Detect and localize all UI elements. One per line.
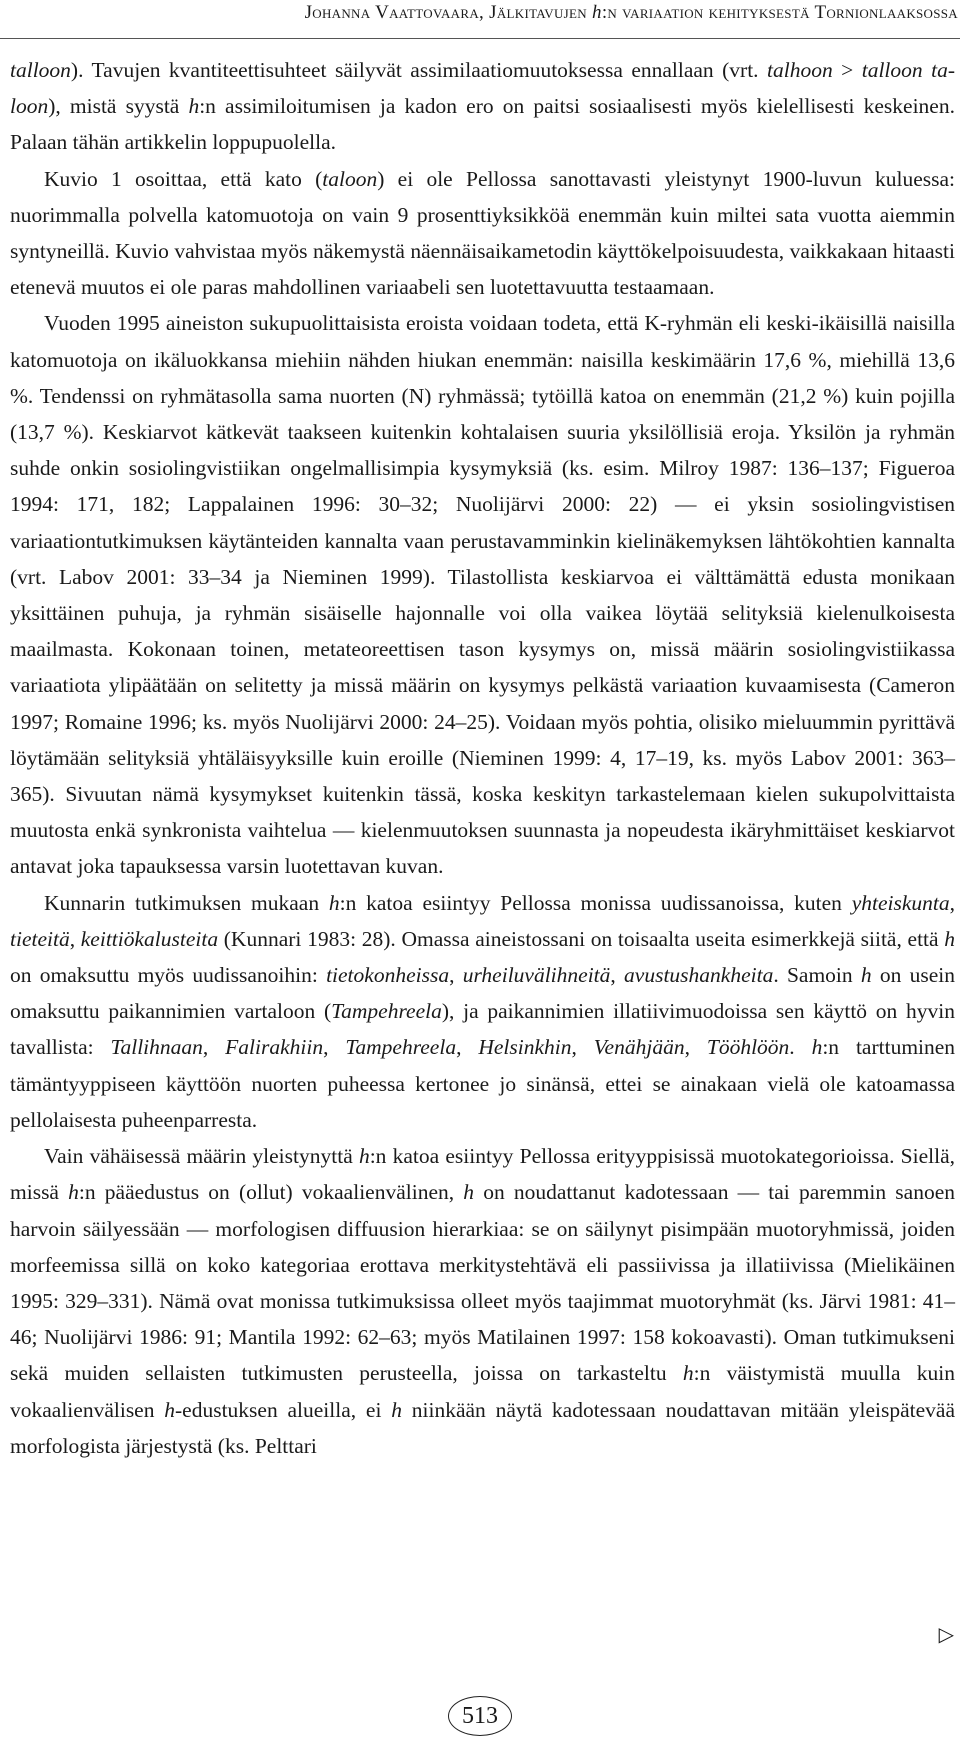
- italic-term: talloon: [10, 58, 71, 82]
- italic-term: h: [391, 1397, 402, 1422]
- text-run: .: [789, 1035, 812, 1060]
- body-text: [10, 52, 955, 1464]
- continue-arrow-icon: ▷: [938, 1622, 954, 1646]
- italic-term: h: [358, 1144, 370, 1169]
- page-number: 513: [448, 1696, 512, 1736]
- italic-term: Tampehreela: [331, 999, 442, 1024]
- text-run: . Samoin: [773, 963, 861, 988]
- text-run: -edustuksen alueilla, ei: [175, 1397, 392, 1422]
- italic-term: tietokonheissa: [326, 963, 450, 988]
- italic-term: h: [188, 94, 200, 119]
- text-run: [923, 58, 931, 82]
- text-run: ,: [69, 926, 81, 951]
- text-run: Kunnarin tutkimuksen mukaan: [44, 890, 329, 915]
- text-run: ,: [323, 1035, 346, 1060]
- body-paragraph: [10, 52, 955, 161]
- body-paragraph: [10, 1138, 955, 1464]
- text-run: :n katoa esiintyy Pellossa monissa uudissanoissa, kuten: [339, 890, 852, 915]
- italic-term: Tallihnaan: [110, 1035, 203, 1060]
- italic-term: Venähjään: [593, 1035, 685, 1060]
- italic-term: avustushankheita: [624, 963, 774, 988]
- body-paragraph: [10, 885, 955, 1138]
- italic-term: h: [944, 926, 955, 951]
- text-run: ,: [571, 1035, 594, 1060]
- running-head: [0, 2, 960, 24]
- italic-term: taloon: [322, 166, 378, 191]
- italic-term: ta-loon: [10, 58, 955, 119]
- text-run: ), mistä syystä: [48, 94, 189, 119]
- running-head-suffix: :n variaation kehityksestä Tornionlaaksossa: [601, 2, 958, 23]
- italic-term: Tööhlöön: [706, 1035, 790, 1060]
- text-run: :n assimiloitumisen ja kadon ero on paitsi sosiaalisesti myös kielellisesti keskeinen. Palaan tähän artikkelin loppupuolella.: [10, 94, 955, 155]
- italic-term: h: [164, 1397, 176, 1422]
- italic-term: h: [811, 1035, 823, 1060]
- italic-term: h: [68, 1180, 79, 1205]
- italic-term: talloon: [861, 58, 923, 82]
- running-head-prefix: Johanna Vaattovaara, Jälkitavujen: [304, 2, 592, 23]
- text-run: ) ei ole Pellossa sanottavasti yleistynyt 1900-luvun kuluessa: nuorimmalla polvella katomuotoja on vain 9 prosenttiyksikköä enemmän kuin miltei sata vuotta aiemmin syntyneillä. Kuvio vahvistaa myös näkemystä näennäisaikametodin käyttökelpoisuudesta, vaikkakaan hitaasti etenevä muutos ei ole paras mahdollinen variaabeli sen luotettavuutta testaamaan.: [10, 166, 955, 300]
- text-run: ,: [202, 1035, 226, 1060]
- text-run: Kuvio 1 osoittaa, että kato (: [44, 166, 323, 191]
- italic-term: h: [682, 1361, 694, 1386]
- text-run: >: [832, 58, 862, 82]
- italic-term: tieteitä: [10, 926, 70, 951]
- italic-term: urheiluvälihneitä: [462, 963, 611, 988]
- text-run: ,: [949, 890, 955, 915]
- text-run: ,: [684, 1035, 707, 1060]
- italic-term: h: [463, 1180, 475, 1205]
- text-run: :n katoa esiintyy Pellossa erityyppisissä muotokategorioissa. Siellä, missä: [10, 1144, 955, 1205]
- text-run: :n väistymistä muulla kuin vokaalienvälisen: [10, 1361, 955, 1422]
- italic-term: talhoon: [767, 58, 833, 82]
- italic-term: yhteiskunta: [851, 890, 950, 915]
- italic-term: Falirakhiin: [225, 1035, 324, 1060]
- header-rule: [0, 38, 960, 39]
- text-run: ,: [449, 963, 463, 988]
- text-run: (Kunnari 1983: 28). Omassa aineistossani on toisaalta useita esimerkkejä siitä, että: [218, 926, 945, 951]
- text-run: :n tarttuminen tämäntyyppiseen käyttöön nuorten puheessa kertonee jo sinänsä, ettei se ainakaan vielä ole katoamassa pellolaisesta puheenparresta.: [10, 1035, 956, 1132]
- text-run: on usein omaksuttu paikannimien vartaloon (: [10, 963, 956, 1024]
- body-paragraph: [10, 305, 955, 884]
- italic-term: h: [328, 890, 340, 915]
- text-run: niinkään näytä kadotessaan noudattavan mitään yleispätevää morfologista järjestystä (ks. Pelttari: [10, 1397, 955, 1458]
- text-run: ,: [610, 963, 625, 988]
- italic-term: keittiökalusteita: [80, 926, 219, 951]
- text-run: ), ja paikannimien illatiivimuodoissa sen käyttö on hyvin tavallista:: [10, 999, 955, 1060]
- body-paragraph: [10, 161, 955, 306]
- text-run: on omaksuttu myös uudissanoihin:: [10, 963, 327, 988]
- text-run: on noudattanut kadotessaan — tai paremmin sanoen harvoin säilyessään — morfologisen diffuusion hierarkiaa: se on säilynyt pisimpään muotoryhmissä, joiden morfeemissa sillä on koko kategoriaa erottava merkitystehtävä eli passiivissa ja illatiivissa (Mielikäinen 1995: 329–331). Nämä ovat monissa tutkimuksissa olleet myös taajimmat muotoryhmät (ks. Järvi 1981: 41–46; Nuolijärvi 1986: 91; Mantila 1992: 62–63; myös Matilainen 1997: 158 kokoavasti). Oman tutkimukseni sekä muiden sellaisten tutkimusten perusteella, joissa on tarkasteltu: [10, 1180, 955, 1386]
- text-run: ). Tavujen kvantiteettisuhteet säilyvät assimilaatiomuutoksessa ennallaan (vrt.: [70, 58, 767, 82]
- running-head-italic: h: [592, 2, 602, 23]
- text-run: :n pääedustus on (ollut) vokaalienvälinen,: [78, 1180, 464, 1205]
- italic-term: Helsinkhin: [478, 1035, 572, 1060]
- text-run: Vain vähäisessä määrin yleistynyttä: [44, 1144, 359, 1169]
- italic-term: Tampehreela: [345, 1035, 457, 1060]
- text-run: ,: [456, 1035, 479, 1060]
- italic-term: h: [860, 963, 872, 988]
- text-run: Vuoden 1995 aineiston sukupuolittaisista eroista voidaan todeta, että K-ryhmän eli keski-ikäisillä naisilla katomuotoja on ikäluokkansa miehiin nähden hiukan enemmän: naisilla keskimäärin 17,6 %, miehillä 13,6 %. Tendenssi on ryhmätasolla sama nuorten (N) ryhmässä; tytöillä katoa on enemmän (21,2 %) kuin pojilla (13,7 %). Keskiarvot kätkevät taakseen kuitenkin kohtalaisen suuria yksilöllisiä eroja. Yksilön ja ryhmän suhde onkin sosiolingvistiikan ongelmallisimpia kysymyksiä (ks. esim. Milroy 1987: 136–137; Figueroa 1994: 171, 182; Lappalainen 1996: 30–32; Nuolijärvi 2000: 22) — ei yksin sosiolingvistisen variaationtutkimuksen käytänteiden kannalta vaan perustavamminkin kielinäkemyksen lähtökohtien kannalta (vrt. Labov 2001: 33–34 ja Nieminen 1999). Tilastollista keskiarvoa ei välttämättä edusta monikaan yksittäinen puhuja, ja ryhmän sisäiselle hajonnalle voi olla vaikea löytää selityksiä kielenulkoisesta maailmasta. Kokonaan toinen, metateoreettisen tason kysymys on, missä määrin sosiolingvistiikassa variaatiota ylipäätään on selitetty ja missä määrin on kysymys pelkästä variaation kuvaamisesta (Cameron 1997; Romaine 1996; ks. myös Nuolijärvi 2000: 24–25). Voidaan myös pohtia, olisiko mieluummin pyrittävä löytämään selityksiä yhtäläisyyksille kuin eroille (Nieminen 1999: 4, 17–19, ks. myös Labov 2001: 363–365). Sivuutan nämä kysymykset kuitenkin tässä, koska keskityn tarkastelemaan kielen sukupolvittaista muutosta enkä synkronista vaihtelua — kielenmuutoksen suunnasta ja nopeudesta ikäryhmittäiset keskiarvot antavat joka tapauksessa varsin luotettavan kuvan.: [10, 311, 955, 879]
